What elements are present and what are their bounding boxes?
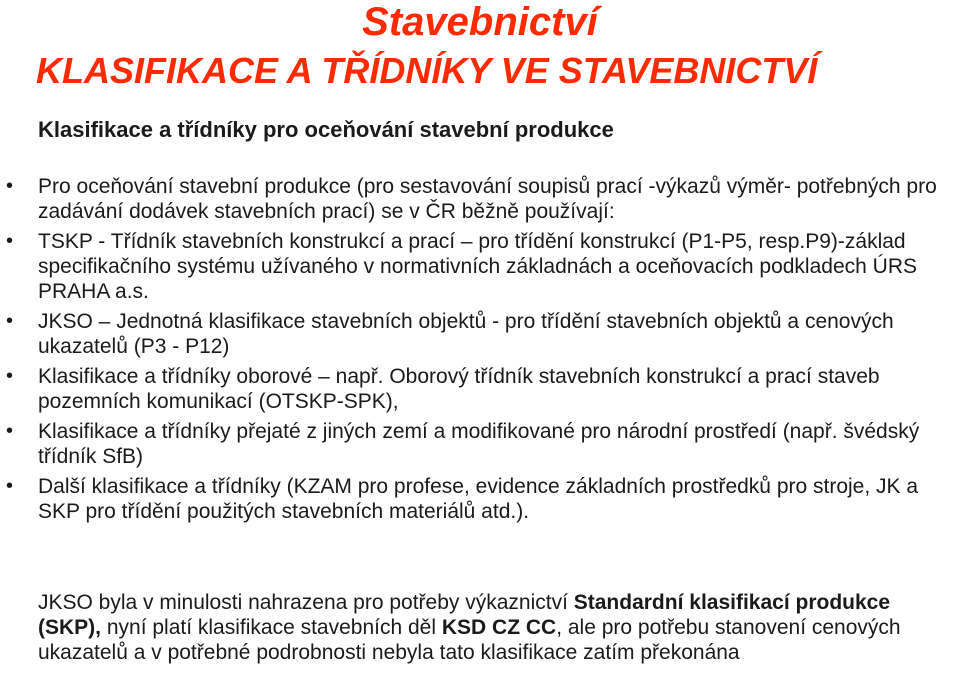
para-bold-skp: Standardní klasifikací produkce (SKP),	[38, 591, 891, 639]
page-title: Stavebnictví	[362, 0, 598, 44]
list-item: • JKSO – Jednotná klasifikace stavebních objektů - pro třídění stavebních objektů a cenových ukazatelů (P3 - P12)	[0, 309, 960, 359]
list-item: • Pro oceňování stavební produkce (pro sestavování soupisů prací -výkazů výměr- potřebných pro zadávání dodávek stavebních prací) se v ČR běžně používají:	[0, 174, 960, 224]
para-text: , ale pro potřebu stanovení cenových ukazatelů a v potřebné podrobnosti nebyla tato klasifikace zatím překonána	[38, 616, 901, 664]
bullet-list	[0, 174, 960, 529]
list-item: • Klasifikace a třídníky oborové – např. Oborový třídník stavebních konstrukcí a prací staveb pozemních komunikací (OTSKP-SPK),	[0, 364, 960, 414]
list-item: • TSKP - Třídník stavebních konstrukcí a prací – pro třídění konstrukcí (P1-P5, resp.P9)-základ specifikačního systému užívaného v normativních základnách a oceňovacích podkladech ÚRS PRAHA a.s.	[0, 229, 960, 304]
list-item: • Klasifikace a třídníky přejaté z jiných zemí a modifikované pro národní prostředí (např. švédský třídník SfB)	[0, 419, 960, 469]
subtitle: Klasifikace a třídníky pro oceňování stavební produkce	[38, 117, 614, 142]
para-text: nyní platí klasifikace stavebních děl	[101, 616, 442, 639]
page-heading: KLASIFIKACE A TŘÍDNÍKY VE STAVEBNICTVÍ	[36, 50, 818, 91]
closing-paragraph	[38, 590, 953, 665]
list-item: • Další klasifikace a třídníky (KZAM pro profese, evidence základních prostředků pro stroje, JK a SKP pro třídění použitých stavebních materiálů atd.).	[0, 474, 960, 524]
para-text: JKSO byla v minulosti nahrazena pro potřeby výkaznictví	[38, 591, 574, 614]
para-bold-ksd: KSD CZ CC	[441, 616, 557, 639]
